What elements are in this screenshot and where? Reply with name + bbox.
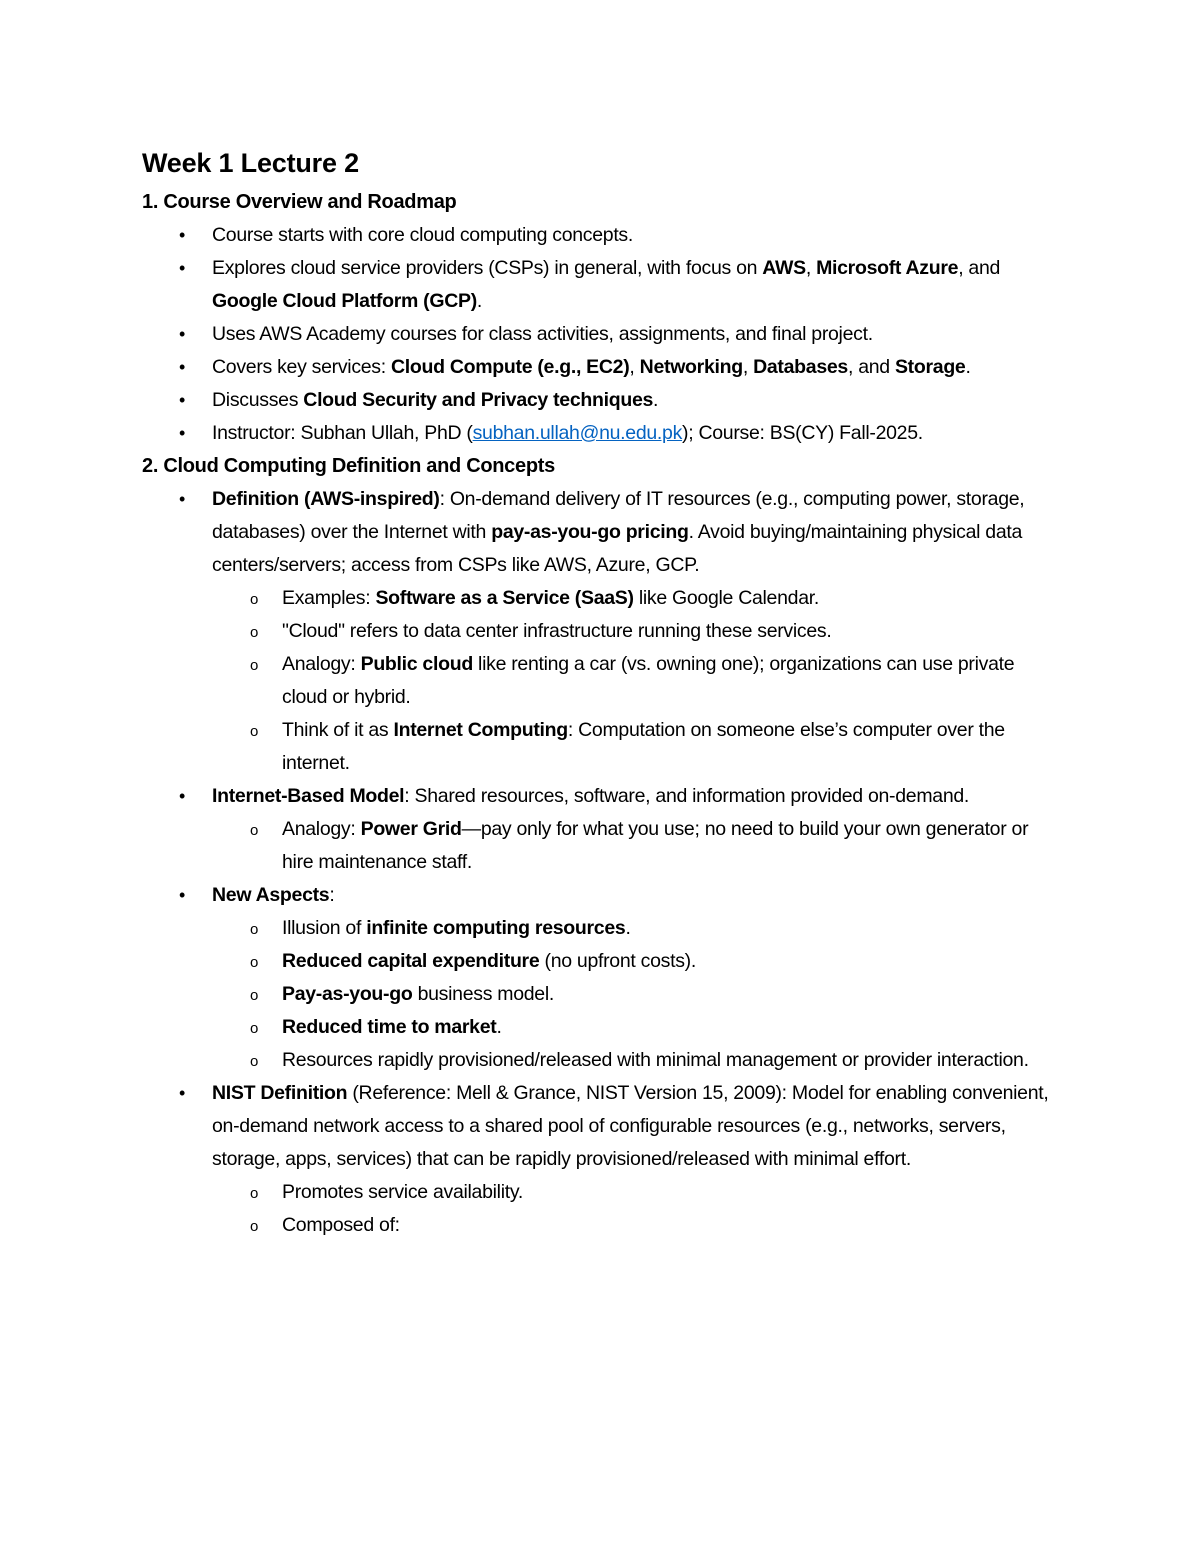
sub-list-item: o Resources rapidly provisioned/released with minimal management or provider interaction. [212, 1044, 1062, 1077]
list-item-nist: • NIST Definition (Reference: Mell & Grance, NIST Version 15, 2009): Model for enabling convenient, on-demand network access to a shared pool of configurable resources (e.g., networks, servers, storage, apps, services) that can be rapidly provisioned/released with minimal effort. o Promotes service availability. o Composed of: [142, 1077, 1062, 1242]
list-item: • Covers key services: Cloud Compute (e.g., EC2), Networking, Databases, and Storage. [142, 351, 1062, 384]
sub-bullet-icon: o [249, 822, 259, 839]
bullet-icon: • [178, 489, 185, 509]
document-body [142, 140, 1062, 1242]
list-item: • Explores cloud service providers (CSPs) in general, with focus on AWS, Microsoft Azure, and Google Cloud Platform (GCP). [142, 252, 1062, 318]
sub-bullet-icon: o [249, 1053, 259, 1070]
instructor-email-link[interactable]: subhan.ullah@nu.edu.pk [472, 422, 683, 444]
new-aspects-sublist [212, 912, 1062, 1077]
list-item: • Instructor: Subhan Ullah, PhD (subhan.ullah@nu.edu.pk); Course: BS(CY) Fall-2025. [142, 417, 1062, 450]
document-title: Week 1 Lecture 2 [142, 148, 359, 178]
course-overview-list [142, 219, 1062, 450]
sub-list-item: o Promotes service availability. [212, 1176, 1062, 1209]
internet-model-sublist [212, 813, 1062, 879]
bullet-icon: • [178, 258, 185, 278]
list-item: • Uses AWS Academy courses for class activities, assignments, and final project. [142, 318, 1062, 351]
sub-list-item: o Analogy: Power Grid—pay only for what you use; no need to build your own generator or hire maintenance staff. [212, 813, 1062, 879]
list-item-internet-model: • Internet-Based Model: Shared resources, software, and information provided on-demand. o Analogy: Power Grid—pay only for what you use; no need to build your own generator or hire maintenance staff. [142, 780, 1062, 879]
cloud-definition-list [142, 483, 1062, 1242]
bullet-icon: • [178, 1083, 185, 1103]
sub-list-item: o "Cloud" refers to data center infrastructure running these services. [212, 615, 1062, 648]
sub-bullet-icon: o [249, 723, 259, 740]
sub-bullet-icon: o [249, 921, 259, 938]
bullet-icon: • [178, 357, 185, 377]
sub-bullet-icon: o [249, 987, 259, 1004]
sub-list-item: o Examples: Software as a Service (SaaS) like Google Calendar. [212, 582, 1062, 615]
bullet-icon: • [178, 324, 185, 344]
list-item: • Discusses Cloud Security and Privacy techniques. [142, 384, 1062, 417]
section-heading-course-overview: 1. Course Overview and Roadmap [142, 191, 457, 213]
sub-bullet-icon: o [249, 1020, 259, 1037]
sub-list-item: o Reduced capital expenditure (no upfront costs). [212, 945, 1062, 978]
list-item: • Course starts with core cloud computing concepts. [142, 219, 1062, 252]
sub-bullet-icon: o [249, 1185, 259, 1202]
list-item-definition: • Definition (AWS-inspired): On-demand delivery of IT resources (e.g., computing power, storage, databases) over the Internet with pay-as-you-go pricing. Avoid buying/maintaining physical data centers/servers; access from CSPs like AWS, Azure, GCP. o Examples: Software as a Service (SaaS) like Google Calendar. o "Cloud" refers to data center infrastructure running these services. o Analogy: Public cloud like renting a car (vs. owning one); organizations can use private cloud or hybrid. o Think of it as Internet Computing: Computation on someone else’s computer over the internet. [142, 483, 1062, 780]
sub-bullet-icon: o [249, 591, 259, 608]
sub-bullet-icon: o [249, 657, 259, 674]
sub-list-item: o Reduced time to market. [212, 1011, 1062, 1044]
section-heading-cloud-definition: 2. Cloud Computing Definition and Concepts [142, 455, 555, 477]
sub-list-item: o Pay-as-you-go business model. [212, 978, 1062, 1011]
sub-bullet-icon: o [249, 954, 259, 971]
bullet-icon: • [178, 786, 185, 806]
bullet-icon: • [178, 390, 185, 410]
sub-bullet-icon: o [249, 624, 259, 641]
sub-list-item: o Composed of: [212, 1209, 1062, 1242]
bullet-icon: • [178, 885, 185, 905]
sub-bullet-icon: o [249, 1218, 259, 1235]
list-item-new-aspects: • New Aspects: o Illusion of infinite computing resources. o Reduced capital expenditure (no upfront costs). o Pay-as-you-go business model. o Reduced time to market. o Resources rapidly provisioned/released with minimal management or provider interaction. [142, 879, 1062, 1077]
sub-list-item: o Think of it as Internet Computing: Computation on someone else’s computer over the internet. [212, 714, 1062, 780]
bullet-icon: • [178, 225, 185, 245]
definition-sublist [212, 582, 1062, 780]
sub-list-item: o Analogy: Public cloud like renting a car (vs. owning one); organizations can use private cloud or hybrid. [212, 648, 1062, 714]
nist-sublist [212, 1176, 1062, 1242]
sub-list-item: o Illusion of infinite computing resources. [212, 912, 1062, 945]
bullet-icon: • [178, 423, 185, 443]
